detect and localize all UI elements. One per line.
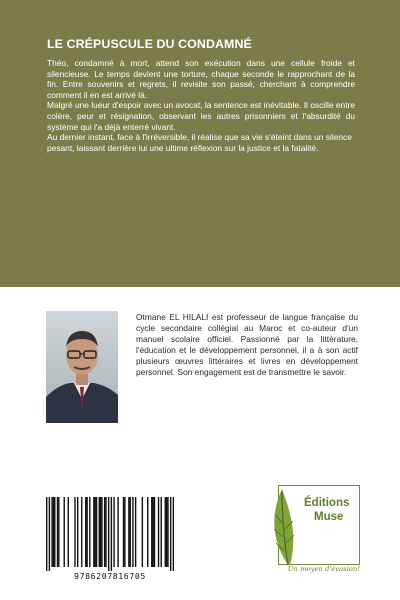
synopsis-panel: [0, 0, 400, 287]
barcode-bar: [128, 497, 129, 567]
barcode-bar: [74, 497, 75, 567]
barcode-bar: [165, 497, 166, 567]
barcode-bar: [124, 497, 125, 567]
barcode-bar: [93, 497, 94, 567]
author-photo: [46, 311, 118, 423]
barcode-bar: [58, 497, 59, 567]
barcode-bar: [111, 497, 112, 571]
barcode-bar: [99, 497, 100, 567]
barcode-bar: [158, 497, 159, 567]
barcode-bar: [173, 497, 174, 571]
barcode-bar: [96, 497, 97, 567]
publisher-logo: [268, 485, 360, 581]
barcode-bar: [132, 497, 133, 567]
barcode-bar: [81, 497, 82, 567]
author-portrait-image: [46, 311, 118, 423]
barcode-bar: [101, 497, 102, 567]
barcode-bar: [151, 497, 152, 567]
barcode-bar: [51, 497, 52, 567]
barcode-bar: [95, 497, 96, 567]
barcode-bar: [105, 497, 106, 567]
barcode-bar: [68, 497, 69, 567]
synopsis-paragraph: Au dernier instant, face à l'irréversible, il réalise que sa vie s'éteint dans un silence pesant, laissant derrière lui une ultime réflexion sur la justice et la fatalité.: [47, 132, 352, 153]
book-title: LE CRÉPUSCULE DU CONDAMNÉ: [47, 37, 252, 51]
barcode-bar: [64, 497, 65, 567]
barcode-bar: [152, 497, 153, 567]
barcode-bar: [57, 497, 58, 567]
barcode-bar: [135, 497, 136, 567]
barcode-bar: [77, 497, 78, 567]
barcode-bar: [104, 497, 105, 567]
synopsis-paragraph: Malgré une lueur d'espoir avec un avocat, la sentence est inévitable. Il oscille entre colère, peur et résignation, observant les autres prisonniers et l'absurdité du système qui l'a déjà enterré vivant.: [47, 100, 355, 132]
barcode-bar: [49, 497, 50, 571]
author-bio: Otmane EL HILALI est professeur de langue française du cycle secondaire collégial au Maroc et co-auteur d'un manuel scolaire officiel. Passionné par la littérature, l'éducation et le développement personnel, il a à son actif plusieurs œuvres littéraires et livres en développement personnel. Son engagement est de transmettre le savoir.: [136, 312, 358, 377]
barcode-bar: [167, 497, 168, 567]
publisher-tagline: Un moyen d'évasion!: [287, 565, 360, 573]
barcode-bar: [54, 497, 55, 567]
barcode-bar: [117, 497, 118, 567]
barcode-bar: [86, 497, 87, 567]
leaf-icon: [268, 481, 308, 567]
isbn-number: 9786207816705: [74, 571, 146, 581]
publisher-name-line2: Muse: [314, 511, 344, 523]
barcode-bar: [113, 497, 114, 567]
barcode-bar: [142, 497, 143, 567]
barcode-bar: [130, 497, 131, 567]
barcode-bar: [53, 497, 54, 567]
barcode-bar: [170, 497, 171, 571]
publisher-name-line1: Éditions: [304, 497, 350, 509]
barcode-bar: [166, 497, 167, 567]
barcode-bar: [89, 497, 90, 567]
barcode-bar: [161, 497, 162, 567]
barcode-bar: [46, 497, 47, 571]
barcode-bar: [147, 497, 148, 567]
barcode-bar: [154, 497, 155, 567]
barcode-bar: [85, 497, 86, 567]
synopsis-paragraph: Théo, condamné à mort, attend son exécution dans une cellule froide et silencieuse. Le temps devient une torture, chaque seconde le rapprochant de la fin. Entre souvenirs et regrets, il revisite son passé, cherchant à comprendre comment il en est arrivé là.: [47, 58, 355, 100]
barcode-bar: [100, 497, 101, 567]
barcode: [46, 497, 174, 582]
barcode-bar: [108, 497, 109, 571]
synopsis-text: [47, 58, 355, 153]
barcode-bars: [46, 497, 174, 571]
barcode-bar: [123, 497, 124, 567]
